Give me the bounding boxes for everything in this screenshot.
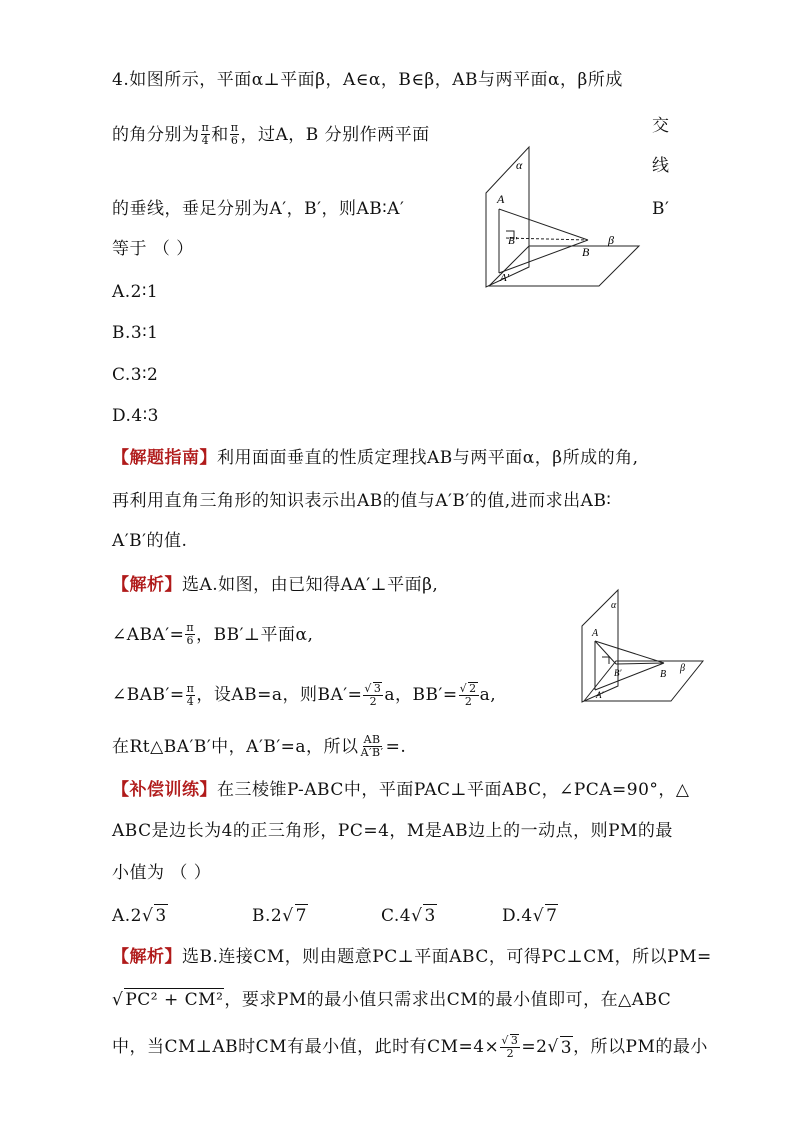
- radicand: PC² + CM²: [125, 990, 224, 1010]
- frac-denominator: 4: [201, 134, 210, 147]
- q4-line-4: 等于 （ ）: [112, 239, 194, 259]
- segment-bpb: [616, 663, 664, 664]
- q4-line-2-post: ，过A，B 分别作两平面: [240, 124, 430, 145]
- radical-sign: √: [112, 990, 124, 1010]
- radicand: 3: [560, 1037, 573, 1058]
- q4-frac-pi-4: [201, 122, 211, 147]
- frac-numerator: [500, 1034, 520, 1048]
- solution-frac-pi-6: [185, 622, 195, 647]
- solution2-text-1: 选B.连接CM，则由题意PC⊥平面ABC，可得PC⊥CM，所以PM=: [182, 947, 712, 967]
- solution2-frac-sqrt3-2: [500, 1034, 520, 1060]
- option-prefix: D.4: [502, 906, 533, 926]
- guide-line-2: 再利用直角三角形的知识表示出AB的值与A′B′的值,进而求出AB∶: [112, 491, 612, 511]
- radical-sign: √: [142, 906, 154, 926]
- practice-option-a: [112, 904, 168, 927]
- q4-frac-pi-6: [230, 122, 240, 147]
- radical-sign: √: [364, 682, 372, 695]
- solution2-line-3-pre: 中，当CM⊥AB时CM有最小值，此时有CM=4×: [112, 1037, 500, 1057]
- label-b: B: [660, 669, 667, 680]
- frac-denominator: 4: [186, 694, 195, 708]
- solution-angle-bab: ∠BAB′=: [112, 685, 185, 705]
- solution-line-4: [112, 734, 406, 759]
- q4-side-char-1: 交: [652, 116, 670, 136]
- solution-frac-sqrt2-2: [459, 682, 479, 708]
- frac-denominator: 6: [186, 634, 195, 647]
- solution2-line-3-mid: =2: [521, 1037, 548, 1057]
- frac-denominator: 2: [464, 695, 473, 708]
- label-alpha: α: [516, 158, 523, 172]
- solution-text-1: 选A.如图，由已知得AA′⊥平面β,: [182, 575, 439, 595]
- solution-line-3-mid: ，设AB=a，则BA′=: [196, 685, 363, 705]
- solution-angle-aba: ∠ABA′=: [112, 624, 185, 645]
- radicand: 7: [546, 906, 558, 926]
- solution2-line-3: [112, 1034, 708, 1060]
- right-angle-marker: [602, 657, 609, 664]
- q4-option-a: A.2∶1: [112, 282, 159, 302]
- q4-line-2: [112, 122, 430, 147]
- solution-frac-sqrt3-2: [363, 682, 383, 708]
- frac-numerator: π: [186, 681, 195, 695]
- radical-sign: √: [547, 1037, 559, 1057]
- frac-numerator: π: [201, 121, 210, 134]
- guide-line-3: A′B′的值.: [112, 531, 188, 551]
- frac-numerator: π: [230, 121, 239, 134]
- q4-option-c: C.3∶2: [112, 365, 159, 385]
- label-b-prime: B′: [614, 668, 622, 678]
- label-a-prime: A′: [596, 690, 604, 700]
- frac-denominator: 2: [506, 1047, 515, 1060]
- practice-tag: 【补偿训练】: [112, 780, 217, 800]
- figure-planes-2: [580, 588, 708, 706]
- guide-tag: 【解题指南】: [112, 448, 217, 468]
- q4-line-1: 4.如图所示，平面α⊥平面β，A∈α，B∈β，AB与两平面α，β所成: [112, 70, 623, 90]
- practice-line-1: [112, 779, 690, 801]
- frac-numerator: π: [186, 621, 195, 634]
- q4-line-3: 的垂线，垂足分别为A′，B′，则AB∶A′: [112, 199, 405, 219]
- solution-line-3-a1: a，BB′=: [384, 685, 458, 705]
- solution2-tag: 【解析】: [112, 947, 182, 967]
- label-alpha: α: [611, 600, 617, 611]
- q4-line-2-he: 和: [211, 124, 229, 145]
- label-beta: β: [680, 663, 685, 674]
- label-a: A: [592, 628, 599, 639]
- radical-sign: √: [411, 906, 423, 926]
- solution-line-1: [112, 574, 438, 596]
- solution-frac-ab-apbp: [360, 734, 385, 759]
- radicand: 7: [295, 906, 307, 926]
- label-a-prime: A′: [500, 272, 510, 284]
- plane-beta: [489, 246, 639, 286]
- q4-side-char-2: 线: [652, 156, 670, 176]
- guide-line-1: [112, 447, 638, 469]
- q4-side-char-3: B′: [652, 199, 670, 219]
- solution-line-4-post: =.: [385, 736, 407, 757]
- solution-frac-pi-4: [186, 683, 196, 708]
- solution-line-3: [112, 682, 496, 708]
- label-b-prime: B′: [508, 235, 518, 247]
- frac-numerator: [459, 682, 479, 696]
- radicand: 3: [510, 1034, 519, 1047]
- radical-sign: √: [459, 682, 468, 695]
- radical-sign: √: [282, 906, 294, 926]
- label-b: B: [582, 245, 590, 259]
- q4-option-b: B.3∶1: [112, 323, 159, 343]
- solution2-line-2-post: ，要求PM的最小值只需求出CM的最小值即可，在△ABC: [224, 990, 672, 1010]
- practice-option-b: [252, 904, 308, 927]
- option-prefix: A.2: [112, 906, 142, 926]
- solution2-line-2: [112, 988, 671, 1011]
- radicand: 3: [424, 906, 436, 926]
- solution-line-4-pre: 在Rt△BA′B′中，A′B′=a，所以: [112, 736, 359, 757]
- label-beta: β: [608, 233, 614, 247]
- option-prefix: C.4: [381, 906, 412, 926]
- guide-text-1: 利用面面垂直的性质定理找AB与两平面α，β所成的角,: [217, 448, 639, 468]
- label-a: A: [497, 192, 505, 206]
- solution-line-2: [112, 622, 313, 647]
- practice-option-d: [502, 904, 558, 927]
- practice-text-1: 在三棱锥P-ABC中，平面PAC⊥平面ABC，∠PCA=90°，△: [217, 780, 690, 800]
- frac-denominator: 6: [230, 134, 239, 147]
- option-prefix: B.2: [252, 906, 283, 926]
- radical-sign: √: [532, 906, 545, 926]
- frac-numerator: [363, 682, 383, 696]
- segment-apb: [595, 663, 667, 690]
- solution-line-2-post: ，BB′⊥平面α,: [196, 624, 314, 645]
- solution-tag: 【解析】: [112, 575, 182, 595]
- practice-line-3: 小值为 （ ）: [112, 863, 212, 883]
- q4-line-2-pre: 的角分别为: [112, 124, 200, 145]
- radicand: 2: [469, 682, 477, 695]
- practice-line-2: ABC是边长为4的正三角形，PC=4，M是AB边上的一动点，则PM的最: [112, 821, 673, 841]
- solution-line-3-a2: a,: [479, 685, 497, 705]
- radicand: 3: [155, 906, 167, 926]
- solution2-line-3-post: ，所以PM的最小: [573, 1037, 708, 1057]
- frac-denominator: 2: [369, 695, 378, 708]
- segment-bbp: [506, 238, 588, 240]
- figure-planes-1: [484, 145, 644, 290]
- radical-sign: √: [501, 1034, 509, 1047]
- solution2-line-1: [112, 946, 712, 968]
- frac-denominator: A′B′: [360, 746, 384, 759]
- q4-option-d: D.4∶3: [112, 406, 159, 426]
- radicand: 3: [373, 682, 382, 695]
- practice-option-c: [381, 904, 437, 927]
- frac-numerator: AB: [363, 733, 381, 746]
